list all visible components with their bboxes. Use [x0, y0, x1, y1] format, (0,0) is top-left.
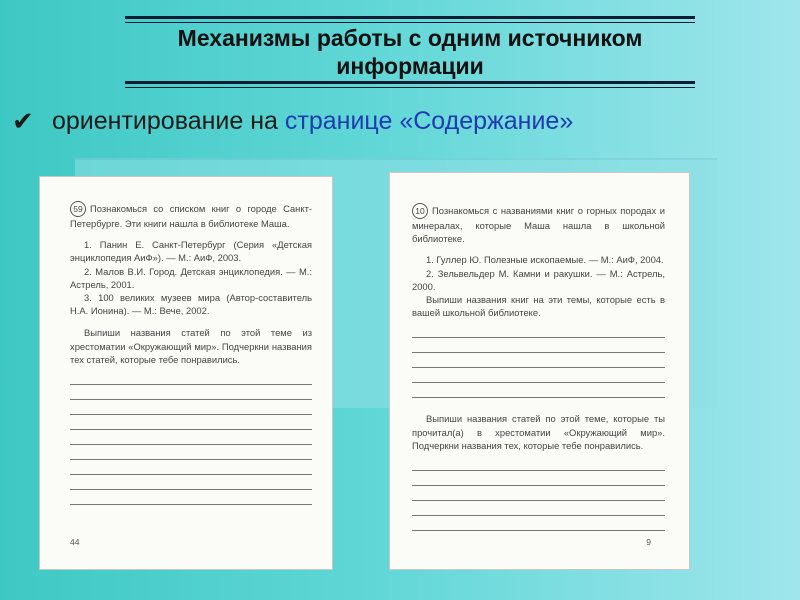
task-number: 59	[70, 201, 86, 217]
answer-lines	[412, 456, 665, 531]
title-top-rule-thin	[125, 22, 695, 23]
workbook-page-left	[39, 176, 333, 570]
task-intro	[412, 203, 665, 245]
answer-lines	[412, 323, 665, 398]
book-item: 1. Гуллер Ю. Полезные ископаемые. — М.: АиФ, 2004.	[426, 254, 664, 266]
page-number: 44	[70, 536, 80, 547]
task-instruction: Выпиши названия статей по этой теме, которые ты прочитал(а) в хрестоматии «Окружающий мир». Подчеркни названия тех, которые тебе понравились.	[412, 413, 665, 451]
bullet-text: ориентирование на	[52, 107, 278, 135]
title-bottom-rule	[125, 81, 695, 84]
intro-text: Познакомься со списком книг о городе Санкт-Петербурге. Эти книги нашла в библиотеке Маша.	[70, 203, 312, 229]
bullet-highlight: странице «Содержание»	[284, 107, 574, 135]
book-item: 1. Панин Е. Санкт-Петербург (Серия «Детская энциклопедия АиФ»). — М.: АиФ, 2003.	[70, 239, 312, 264]
title-bottom-rule-thin	[125, 87, 695, 88]
task-instruction: Выпиши названия книг на эти темы, которые есть в вашей школьной библиотеке.	[412, 294, 665, 319]
title-top-rule	[125, 16, 695, 19]
book-item: 2. Малов В.И. Город. Детская энциклопедия. — М.: Астрель, 2001.	[70, 265, 312, 290]
workbook-page-right	[389, 172, 690, 570]
bullet-item	[12, 106, 573, 137]
intro-text: Познакомься с названиями книг о горных породах и минералах, которые Маша нашла в школьной библиотеке.	[412, 205, 665, 245]
page-number: 9	[646, 536, 651, 547]
answer-lines	[70, 370, 312, 505]
slide-title: Механизмы работы с одним источником информации	[177, 25, 643, 79]
task-number: 10	[412, 203, 428, 219]
checkmark-icon: ✔	[12, 106, 34, 136]
book-item: 3. 100 великих музеев мира (Автор-составитель Н.А. Ионина). — М.: Вече, 2002.	[70, 292, 312, 317]
task-instruction: Выпиши названия статей по этой теме из хрестоматии «Окружающий мир». Подчеркни названия тех статей, которые тебе понравились.	[70, 327, 312, 365]
book-item: 2. Зельвельдер М. Камни и ракушки. — М.: Астрель, 2000.	[412, 267, 665, 292]
task-intro	[70, 201, 312, 230]
